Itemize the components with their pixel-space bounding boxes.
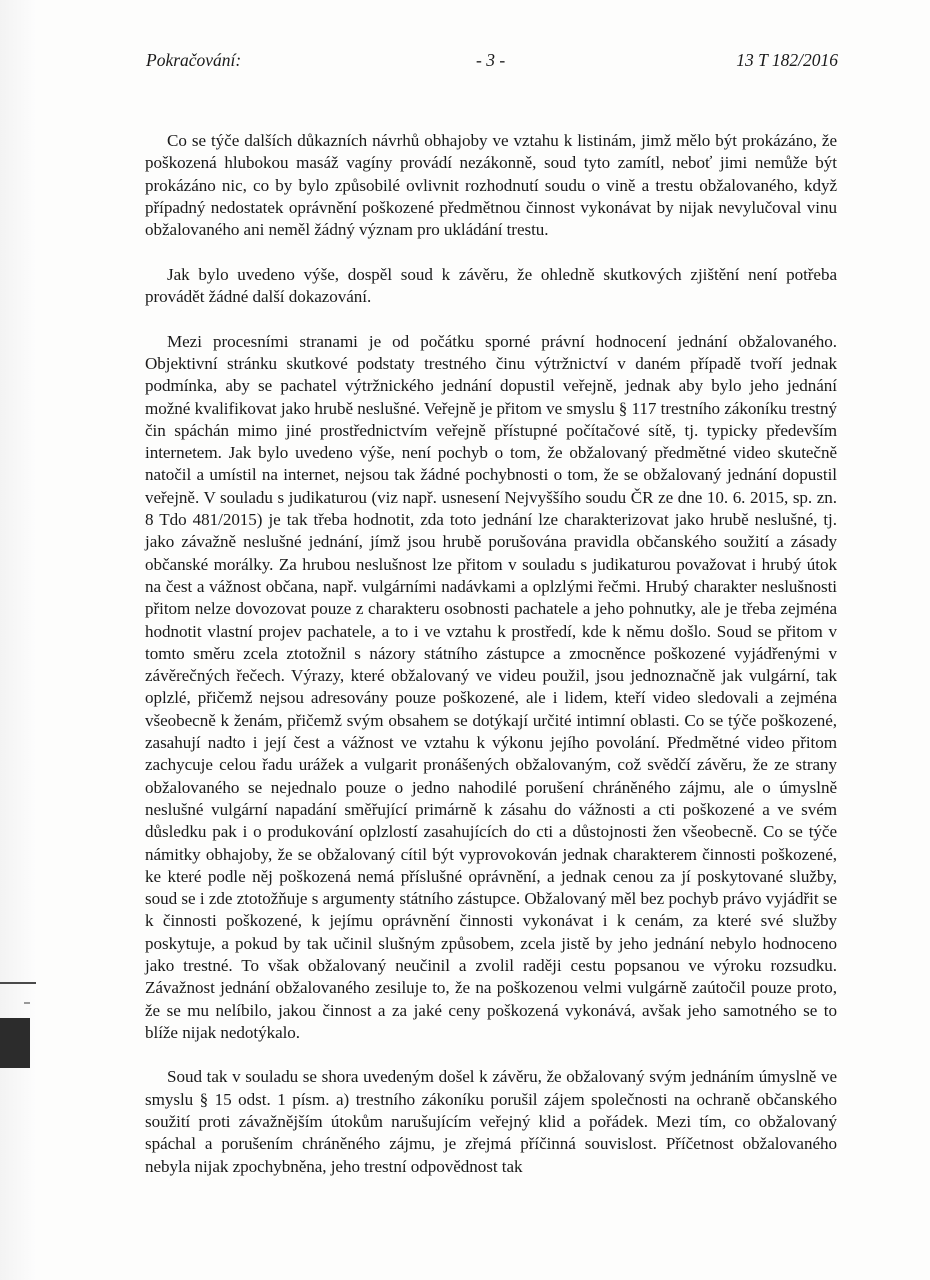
header-page-number: - 3 - [476,50,506,70]
scan-edge-shadow [0,0,36,1280]
scan-edge-line [0,982,36,984]
scan-edge-speck [24,1002,30,1004]
scan-edge-mark [0,1018,30,1068]
paragraph-evidence-proposals: Co se týče dalších důkazních návrhů obhajoby ve vztahu k listinám, jimž mělo být prokázáno, že poškozená hlubokou masáž vagíny provádí nezákonně, soud tyto zamítl, neboť jimi nemůže být prokázáno nic, co by bylo způsobilé ovlivnit rozhodnutí soudu o vině a trestu obžalovaného, když případný nedostatek oprávnění poškozené předmětnou činnost vykonávat by nijak nevylučoval vinu obžalovaného ani neměl žádný význam pro ukládání trestu. [145,131,837,240]
header-continuation-label: Pokračování: [146,50,242,70]
document-body [145,130,837,1178]
paragraph-no-further-evidence: Jak bylo uvedeno výše, dospěl soud k závěru, že ohledně skutkových zjištění není potřeba provádět žádné další dokazování. [145,264,837,307]
paragraph-conclusion: Soud tak v souladu se shora uvedeným došel k závěru, že obžalovaný svým jednáním úmyslně ve smyslu § 15 odst. 1 písm. a) trestního zákoníku porušil zájem společnosti na ochraně občanského soužití proti závažnějším útokům narušujícím veřejný klid a pořádek. Mezi tím, co obžalovaný spáchal a porušením chráněného zájmu, je zřejmá příčinná souvislost. Příčetnost obžalovaného nebyla nijak zpochybněna, jeho trestní odpovědnost tak [145,1067,837,1176]
paragraph-legal-assessment: Mezi procesními stranami je od počátku sporné právní hodnocení jednání obžalovaného. Objektivní stránku skutkové podstaty trestného činu výtržnictví v daném případě tvoří jednak podmínka, aby se pachatel výtržnického jednání dopustil veřejně, jednak aby bylo jeho jednání možné kvalifikovat jako hrubě neslušné. Veřejně je přitom ve smyslu § 117 trestního zákoníku trestný čin spáchán mimo jiné prostřednictvím veřejně přístupné počítačové sítě, tj. typicky především internetem. Jak bylo uvedeno výše, není pochyb o tom, že obžalovaný předmětné video skutečně natočil a umístil na internet, nejsou tak žádné pochybnosti o tom, že se obžalovaný jednání dopustil veřejně. V souladu s judikaturou (viz např. usnesení Nejvyššího soudu ČR ze dne 10. 6. 2015, sp. zn. 8 Tdo 481/2015) je tak třeba hodnotit, zda toto jednání lze charakterizovat jako hrubě neslušné, tj. jako závažně neslušné jednání, jímž jsou hrubě porušována pravidla občanského soužití a zásady občanské morálky. Za hrubou neslušnost lze přitom v souladu s judikaturou považovat i hrubý útok na čest a vážnost občana, např. vulgárními nadávkami a oplzlými řečmi. Hrubý charakter neslušnosti přitom nelze dovozovat pouze z charakteru osobnosti pachatele a jeho pohnutky, ale je třeba zejména hodnotit vlastní projev pachatele, a to i ve vztahu k prostředí, kde k němu došlo. Soud se přitom v tomto směru zcela ztotožnil s názory státního zástupce a zmocněnce poškozené vyjádřenými v závěrečných řečech. Výrazy, které obžalovaný ve videu použil, jsou jednoznačně jak vulgární, tak oplzlé, přičemž nejsou adresovány pouze poškozené, ale i lidem, kteří video sledovali a zejména všeobecně k ženám, přičemž svým obsahem se dotýkají určité intimní oblasti. Co se týče poškozené, zasahují nadto i její čest a vážnost ve vztahu k výkonu jejího povolání. Předmětné video přitom zachycuje celou řadu urážek a vulgarit pronášených obžalovaným, což svědčí závěru, že ze strany obžalovaného se nejednalo pouze o jedno nahodilé porušení chráněného zájmu, ale o úmyslně neslušné vulgární napadání směřující primárně k zásahu do vážnosti a cti poškozené a ve svém důsledku pak i o produkování oplzlostí zasahujících do cti a důstojnosti žen všeobecně. Co se týče námitky obhajoby, že se obžalovaný cítil být vyprovokován jednak charakterem činnosti poškozené, ke které podle něj poškozená nemá příslušné oprávnění, a jednak cenou za jí poskytované služby, soud se i zde ztotožňuje s argumenty státního zástupce. Obžalovaný měl bez pochyb právo vyjádřit se k činnosti poškozené, k jejímu oprávnění činnosti vykonávat i k cenám, za které své služby poskytuje, a pokud by tak učinil slušným způsobem, zcela jistě by jeho jednání nebylo hodnoceno jako trestné. To však obžalovaný neučinil a zvolil raději cestu popsanou ve výroku rozsudku. Závažnost jednání obžalovaného zesiluje to, že na poškozenou velmi vulgárně zaútočil pouze proto, že se mu nelíbilo, jakou činnost a za jaké ceny poškozená vykonává, avšak jeho samotného se to blíže nijak nedotýkalo. [145,331,837,1042]
page-header [146,50,838,74]
header-case-number: 13 T 182/2016 [736,50,838,70]
